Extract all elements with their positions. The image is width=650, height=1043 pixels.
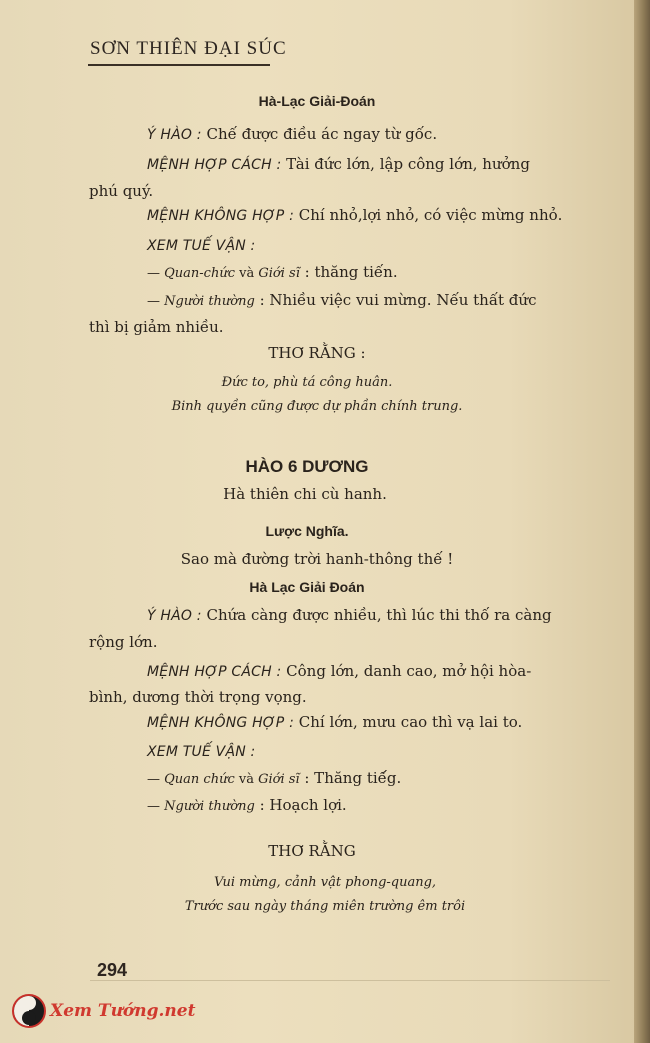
menh-hop-cach-text: Tài đức lớn, lập công lớn, hưởng (281, 155, 530, 173)
nguoi-thuong-label: — Người thường (147, 294, 255, 309)
y-hao-label: Ý HÀO : (147, 127, 202, 143)
yin-yang-icon (12, 994, 46, 1028)
section1-xem-tue-van (147, 236, 255, 255)
section1-menh-khong-hop (147, 206, 562, 225)
section1-nguoi-thuong (147, 291, 536, 311)
menh-hop-cach-label: MỆNH HỢP CÁCH : (147, 664, 282, 680)
section2-title: HÀO 6 DƯƠNG (245, 457, 369, 476)
section2-y-hao (147, 606, 552, 625)
nguoi-thuong-text: : Nhiều việc vui mừng. Nếu thất đức (254, 291, 537, 309)
nguoi-thuong-text: : Hoạch lợi. (254, 796, 347, 814)
page-number: 294 (97, 960, 128, 980)
watermark (12, 994, 195, 1028)
section2-menh-khong-hop (147, 713, 522, 732)
section2-heading: Hà Lạc Giải Đoán (249, 579, 365, 595)
quan-chuc-and: và (235, 266, 259, 281)
running-title: SƠN THIÊN ĐẠI SÚC (90, 38, 287, 59)
y-hao-text: Chế được điều ác ngay từ gốc. (201, 125, 438, 143)
quan-chuc-and: và (234, 772, 259, 787)
section2-poem-line-1: Vui mừng, cảnh vật phong-quang, (213, 875, 437, 890)
section1-heading: Hà-Lạc Giải-Đoán (258, 93, 376, 109)
menh-hop-cach-label: MỆNH HỢP CÁCH : (147, 157, 282, 173)
quan-chuc-text: : thăng tiến. (299, 263, 398, 281)
quan-chuc-label: — Quan-chức (147, 266, 235, 281)
section2-nguoi-thuong (147, 796, 347, 816)
section2-luoc-nghia: Lược Nghĩa. (265, 523, 349, 539)
running-title-underline (88, 64, 270, 66)
gioi-si-label: Giới sĩ (258, 772, 300, 787)
section2-tho-rang: THƠ RẰNG (268, 842, 356, 860)
section2-poem-line-2: Trước sau ngày tháng miên trường êm trôi (184, 899, 466, 914)
section1-quan-chuc (147, 263, 398, 283)
xem-tue-van-label: XEM TUẾ VẬN : (147, 744, 256, 760)
section1-tho-rang: THƠ RẰNG : (268, 344, 366, 362)
section2-xem-tue-van (147, 742, 255, 761)
section1-nguoi-thuong-cont: thì bị giảm nhiều. (89, 318, 224, 336)
menh-khong-hop-label: MỆNH KHÔNG HỢP : (147, 208, 294, 224)
footer-rule (90, 980, 610, 981)
section2-menh-hop-cach (147, 662, 531, 681)
section1-poem-line-2: Binh quyền cũng được dự phần chính trung. (171, 399, 463, 414)
section2-quan-chuc (147, 769, 401, 789)
quan-chuc-text: : Thăng tiế́g. (299, 769, 402, 787)
menh-hop-cach-text: Công lớn, danh cao, mở hội hòa- (281, 662, 532, 680)
menh-khong-hop-text: Chí lớn, mưu cao thì vạ lai to. (294, 713, 523, 731)
y-hao-text: Chứa càng được nhiều, thì lúc thi thố ra càng (201, 606, 552, 624)
nguoi-thuong-label: — Người thường (147, 799, 255, 814)
xem-tue-van-label: XEM TUẾ VẬN : (147, 238, 256, 254)
section1-menh-hop-cach-cont: phú quý. (89, 182, 154, 200)
gioi-si-label: Giới sĩ (258, 266, 300, 281)
section1-poem-line-1: Đức to, phù tá công huân. (221, 375, 393, 390)
section1-menh-hop-cach (147, 155, 530, 174)
section2-y-hao-cont: rộng lớn. (89, 633, 158, 651)
menh-khong-hop-label: MỆNH KHÔNG HỢP : (147, 715, 294, 731)
section2-menh-hop-cach-cont: bình, dương thời trọng vọng. (89, 688, 307, 706)
section2-luoc-nghia-text: Sao mà đường trời hanh-thông thế ! (180, 550, 454, 568)
quan-chuc-label: — Quan chức (147, 772, 235, 787)
y-hao-label: Ý HÀO : (147, 608, 202, 624)
watermark-text: Xem Tướng.net (50, 1001, 196, 1021)
section1-y-hao (147, 125, 437, 144)
menh-khong-hop-text: Chí nhỏ,lợi nhỏ, có việc mừng nhỏ. (294, 206, 563, 224)
section2-hexagram-text: Hà thiên chi cù hanh. (223, 485, 387, 503)
